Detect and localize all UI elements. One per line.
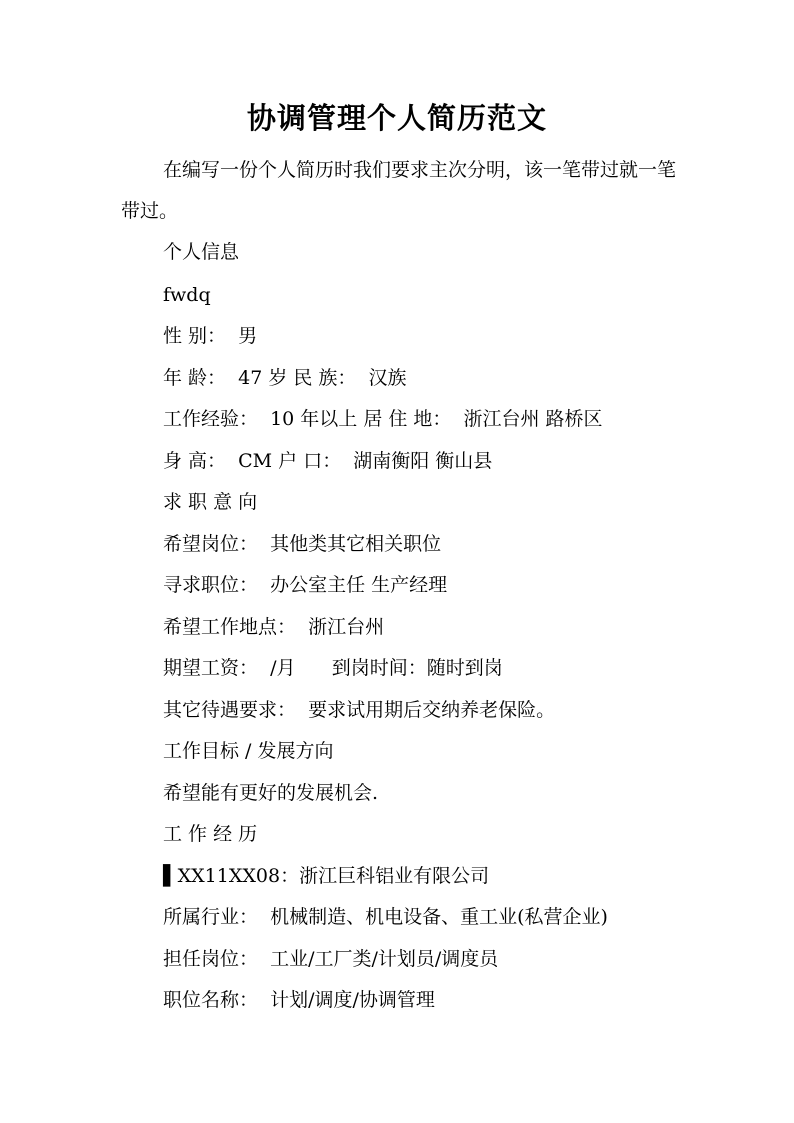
document-title: 协调管理个人简历范文: [246, 101, 547, 135]
goals-text-line: 希望能有更好的发展机会.: [163, 782, 379, 804]
experience-residence-line: 工作经验： 10 年以上 居 住 地： 浙江台州 路桥区: [163, 408, 603, 430]
height-hukou-line: 身 高： CM 户 口： 湖南衡阳 衡山县: [163, 450, 493, 472]
section-heading-work-experience: 工 作 经 历: [163, 823, 258, 845]
name-line: fwdq: [163, 284, 211, 306]
desired-location-line: 希望工作地点： 浙江台州: [163, 616, 385, 638]
section-heading-goals: 工作目标 / 发展方向: [163, 740, 334, 762]
gender-line: 性 别： 男: [163, 325, 258, 347]
other-benefits-line: 其它待遇要求： 要求试用期后交纳养老保险。: [163, 699, 556, 721]
desired-position-line: 希望岗位： 其他类其它相关职位: [163, 533, 442, 555]
employment-entry-line: ▌XX11XX08：浙江巨科铝业有限公司: [163, 865, 490, 887]
section-heading-personal-info: 个人信息: [163, 241, 240, 263]
age-ethnicity-line: 年 龄： 47 岁 民 族： 汉族: [163, 367, 407, 389]
salary-availability-line: 期望工资： /月 到岗时间：随时到岗: [163, 657, 503, 679]
role-line: 担任岗位： 工业/工厂类/计划员/调度员: [163, 948, 499, 970]
sought-position-line: 寻求职位： 办公室主任 生产经理: [163, 574, 448, 596]
industry-line: 所属行业： 机械制造、机电设备、重工业(私营企业): [163, 906, 608, 928]
job-title-line: 职位名称： 计划/调度/协调管理: [163, 989, 435, 1011]
section-heading-job-intention: 求 职 意 向: [163, 491, 258, 513]
intro-paragraph: 在编写一份个人简历时我们要求主次分明，该一笔带过就一笔带过。: [121, 159, 677, 222]
